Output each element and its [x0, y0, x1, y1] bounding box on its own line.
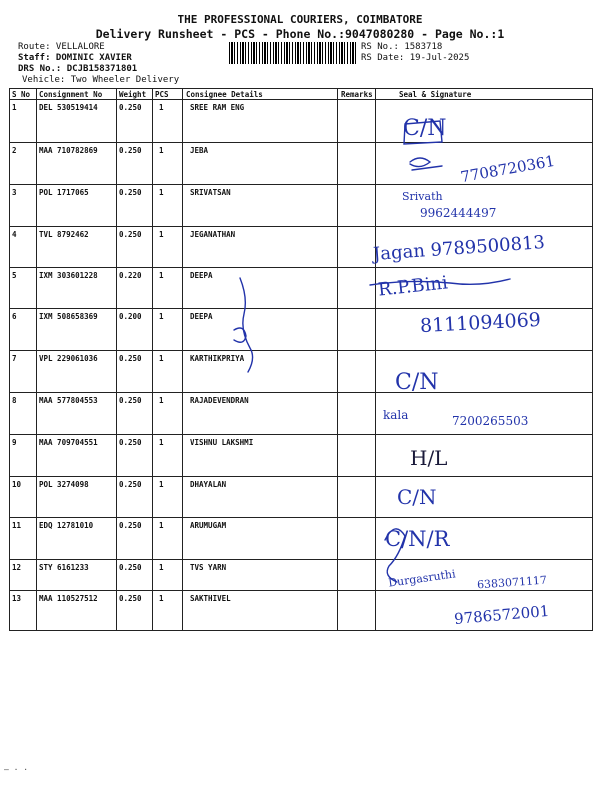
cell-weight: 0.250 [119, 354, 142, 363]
cell-pcs: 1 [159, 146, 164, 155]
cell-consignment: MAA 577804553 [39, 396, 98, 405]
col-sno: S No [12, 90, 31, 99]
col-consignee: Consignee Details [186, 90, 263, 99]
vehicle-label: Vehicle: Two Wheeler Delivery [22, 75, 180, 85]
route-label: Route: VELLALORE [18, 42, 105, 52]
cell-pcs: 1 [159, 438, 164, 447]
handwriting-row6-phone: 8111094069 [419, 308, 542, 338]
cell-sno: 2 [12, 146, 17, 155]
cell-consignee: KARTHIKPRIYA [190, 354, 245, 363]
handwriting-row8-name: kala [383, 408, 409, 422]
cell-weight: 0.250 [119, 594, 142, 603]
cell-pcs: 1 [159, 354, 164, 363]
cell-sno: 10 [12, 480, 22, 489]
cell-consignment: VPL 229061036 [39, 354, 98, 363]
handwriting-row13-phone2: 9786572001 [453, 601, 551, 629]
handwriting-row8-phone: 7200265503 [452, 414, 529, 428]
runsheet-title: Delivery Runsheet - PCS - Phone No.:9047080280 - Page No.:1 [95, 27, 505, 41]
handwriting-row3-phone: 9962444497 [420, 206, 497, 220]
cell-consignee: JEGANATHAN [190, 230, 236, 239]
handwriting-row11: C/N/R [385, 527, 450, 551]
handwriting-row1: C/N [403, 116, 447, 141]
cell-consignment: POL 3274098 [39, 480, 89, 489]
cell-consignee: VISHNU LAKSHMI [190, 438, 254, 447]
cell-pcs: 1 [159, 103, 164, 112]
cell-weight: 0.250 [119, 230, 142, 239]
handwriting-row7: C/N [395, 370, 439, 395]
cell-consignment: STY 6161233 [39, 563, 89, 572]
handwriting-row13-name: Durgasruthi [387, 567, 457, 590]
cell-consignee: ARUMUGAM [190, 521, 227, 530]
cell-consignee: SRIVATSAN [190, 188, 231, 197]
cell-sno: 1 [12, 103, 17, 112]
cell-pcs: 1 [159, 396, 164, 405]
cell-sno: 11 [12, 521, 22, 530]
scan-mark: — · · [4, 765, 29, 774]
cell-pcs: 1 [159, 563, 164, 572]
cell-sno: 7 [12, 354, 17, 363]
cell-pcs: 1 [159, 594, 164, 603]
cell-consignment: TVL 8792462 [39, 230, 89, 239]
cell-weight: 0.250 [119, 146, 142, 155]
cell-consignee: SAKTHIVEL [190, 594, 231, 603]
cell-sno: 5 [12, 271, 17, 280]
cell-weight: 0.250 [119, 480, 142, 489]
handwriting-row2-phone: 7708720361 [459, 151, 557, 187]
handwriting-row3-name: Srivath [402, 190, 443, 203]
cell-consignment: MAA 110527512 [39, 594, 98, 603]
cell-weight: 0.220 [119, 271, 142, 280]
company-name: THE PROFESSIONAL COURIERS, COIMBATORE [177, 13, 423, 26]
cell-sno: 6 [12, 312, 17, 321]
col-weight: Weight [119, 90, 147, 99]
cell-sno: 13 [12, 594, 22, 603]
cell-sno: 9 [12, 438, 17, 447]
handwriting-row9: H/L [410, 446, 448, 470]
col-consignment: Consignment No [39, 90, 103, 99]
cell-pcs: 1 [159, 312, 164, 321]
cell-consignee: TVS YARN [190, 563, 227, 572]
cell-sno: 3 [12, 188, 17, 197]
cell-sno: 8 [12, 396, 17, 405]
cell-weight: 0.250 [119, 103, 142, 112]
col-pcs: PCS [155, 90, 169, 99]
cell-consignee: SREE RAM ENG [190, 103, 245, 112]
rs-date: RS Date: 19-Jul-2025 [361, 53, 470, 63]
col-remarks: Remarks [341, 90, 373, 99]
cell-pcs: 1 [159, 230, 164, 239]
rs-number: RS No.: 1583718 [361, 42, 443, 52]
cell-sno: 4 [12, 230, 17, 239]
cell-consignment: MAA 710782869 [39, 146, 98, 155]
handwriting-row4: Jagan 9789500813 [372, 232, 546, 265]
cell-pcs: 1 [159, 480, 164, 489]
cell-consignment: POL 1717065 [39, 188, 89, 197]
cell-consignment: IXM 508658369 [39, 312, 98, 321]
cell-consignee: DHAYALAN [190, 480, 227, 489]
cell-consignment: EDQ 12781010 [39, 521, 94, 530]
cell-consignment: DEL 530519414 [39, 103, 98, 112]
cell-weight: 0.250 [119, 563, 142, 572]
cell-weight: 0.250 [119, 188, 142, 197]
cell-pcs: 1 [159, 271, 164, 280]
cell-weight: 0.250 [119, 521, 142, 530]
cell-consignee: JEBA [190, 146, 209, 155]
col-seal-signature: Seal & Signature [399, 90, 472, 99]
cell-pcs: 1 [159, 521, 164, 530]
cell-consignment: MAA 709704551 [39, 438, 98, 447]
cell-consignee: DEEPA [190, 271, 213, 280]
handwriting-row10: C/N [397, 485, 437, 509]
cell-consignment: IXM 303601228 [39, 271, 98, 280]
cell-sno: 12 [12, 563, 22, 572]
cell-consignee: RAJADEVENDRAN [190, 396, 249, 405]
staff-label: Staff: DOMINIC XAVIER [18, 53, 132, 63]
cell-consignee: DEEPA [190, 312, 213, 321]
handwriting-row13-phone1: 6383071117 [476, 573, 548, 592]
cell-weight: 0.250 [119, 396, 142, 405]
cell-pcs: 1 [159, 188, 164, 197]
handwriting-row5: R.P.Bini [377, 272, 449, 301]
drs-number: DRS No.: DCJB158371801 [18, 64, 138, 74]
cell-weight: 0.250 [119, 438, 142, 447]
cell-weight: 0.200 [119, 312, 142, 321]
